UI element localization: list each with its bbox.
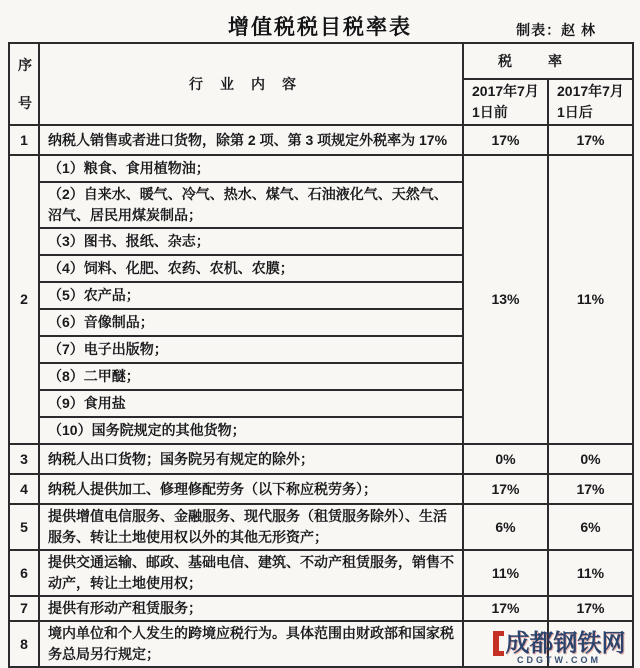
rate-after-cell: 11%	[548, 550, 633, 596]
page-title: 增值税税目税率表	[228, 16, 412, 39]
content-cell: 纳税人提供加工、修理修配劳务（以下称应税劳务）；	[39, 474, 463, 504]
header-after-line2: 1日后	[557, 104, 593, 120]
rate-before-cell: 6%	[463, 504, 548, 550]
table-row	[9, 504, 633, 550]
content-cell: 纳税人出口货物；国务院另有规定的除外；	[39, 444, 463, 474]
header-before-line2: 1日前	[472, 104, 508, 120]
serial-cell: 2	[9, 155, 39, 444]
header-cell-before	[463, 79, 548, 125]
serial-cell: 4	[9, 474, 39, 504]
table-row	[9, 155, 633, 182]
rate-before-cell: 13%	[463, 155, 548, 444]
header-cell-serial	[9, 43, 39, 125]
content-cell: 提供增值电信服务、金融服务、现代服务（租赁服务除外）、生活服务、转让土地使用权以外的其他无形资产；	[39, 504, 463, 550]
header-row-rate	[9, 43, 633, 79]
sub-item-cell: （6）音像制品；	[39, 309, 463, 336]
sub-item-cell: （9）食用盐	[39, 390, 463, 417]
content-cell: 境内单位和个人发生的跨境应税行为。具体范围由财政部和国家税务总局另行规定；	[39, 621, 463, 667]
header-cell-industry: 行业内容	[39, 43, 463, 125]
header-cell-rate: 税率	[463, 43, 633, 79]
rate-after-cell: 11%	[548, 155, 633, 444]
rate-after-cell: 0%	[548, 444, 633, 474]
sub-item-cell: （4）饲料、化肥、农药、农机、农膜；	[39, 255, 463, 282]
content-cell: 提供交通运输、邮政、基础电信、建筑、不动产租赁服务，销售不动产，转让土地使用权；	[39, 550, 463, 596]
watermark-text: 成都钢铁网	[505, 629, 626, 657]
rate-before-cell: 17%	[463, 125, 548, 155]
sub-item-cell: （2）自来水、暖气、冷气、热水、煤气、石油液化气、天然气、沼气、居民用煤炭制品；	[39, 182, 463, 228]
table-row	[9, 444, 633, 474]
header-cell-after	[548, 79, 633, 125]
sub-item-cell: （1）粮食、食用植物油；	[39, 155, 463, 182]
table-row	[9, 125, 633, 155]
table-row	[9, 474, 633, 504]
header-after-line1: 2017年7月	[557, 83, 624, 99]
serial-cell: 7	[9, 596, 39, 621]
serial-cell: 1	[9, 125, 39, 155]
rate-after-cell: 17%	[548, 596, 633, 621]
sub-item-cell: （8）二甲醚；	[39, 363, 463, 390]
rate-after-cell: 17%	[548, 125, 633, 155]
sub-item-cell: （3）图书、报纸、杂志；	[39, 228, 463, 255]
rate-after-cell: 17%	[548, 474, 633, 504]
content-cell: 提供有形动产租赁服务；	[39, 596, 463, 621]
rate-before-cell: 0%	[463, 444, 548, 474]
rate-after-cell	[548, 621, 633, 667]
content-cell: 纳税人销售或者进口货物，除第 2 项、第 3 项规定外税率为 17%	[39, 125, 463, 155]
header-serial-line2: 号	[18, 95, 32, 111]
rate-before-cell	[463, 621, 548, 667]
sub-item-cell: （10）国务院规定的其他货物；	[39, 417, 463, 444]
byline: 制表：赵 林	[516, 22, 596, 38]
serial-cell: 8	[9, 621, 39, 667]
serial-cell: 3	[9, 444, 39, 474]
table-row	[9, 596, 633, 621]
tax-rate-table	[8, 42, 634, 668]
sub-item-cell: （5）农产品；	[39, 282, 463, 309]
title-bar	[0, 0, 640, 42]
table-row	[9, 550, 633, 596]
serial-cell: 6	[9, 550, 39, 596]
rate-before-cell: 17%	[463, 596, 548, 621]
serial-cell: 5	[9, 504, 39, 550]
rate-before-cell: 17%	[463, 474, 548, 504]
rate-before-cell: 11%	[463, 550, 548, 596]
watermark-domain: CDGTW.COM	[517, 655, 601, 665]
table-row	[9, 621, 633, 667]
sub-item-cell: （7）电子出版物；	[39, 336, 463, 363]
rate-after-cell: 6%	[548, 504, 633, 550]
header-before-line1: 2017年7月	[472, 83, 539, 99]
header-serial-line1: 序	[18, 57, 32, 73]
